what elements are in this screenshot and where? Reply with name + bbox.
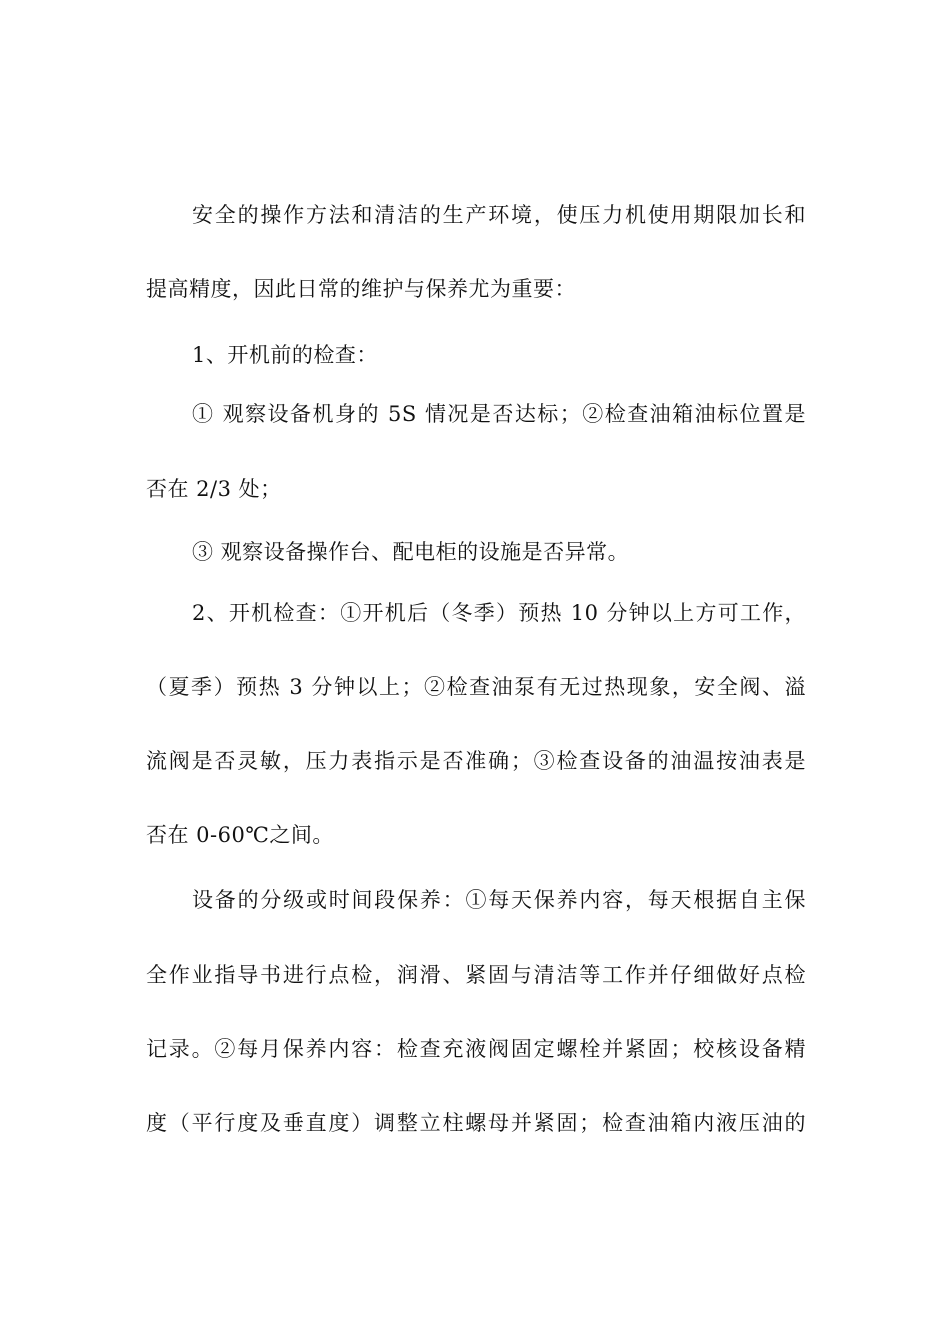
paragraph-line-4: ① 观察设备机身的 5S 情况是否达标；②检查油箱油标位置是: [192, 402, 806, 426]
paragraph-line-9: 流阀是否灵敏，压力表指示是否准确；③检查设备的油温按油表是: [146, 749, 806, 773]
paragraph-line-14: 度（平行度及垂直度）调整立柱螺母并紧固；检查油箱内液压油的: [146, 1111, 806, 1135]
section-heading-2: 2、开机检查：①开机后（冬季）预热 10 分钟以上方可工作，: [192, 601, 806, 625]
paragraph-line-1: 安全的操作方法和清洁的生产环境，使压力机使用期限加长和: [192, 203, 806, 227]
paragraph-line-13: 记录。②每月保养内容：检查充液阀固定螺栓并紧固；校核设备精: [146, 1037, 806, 1061]
section-heading-1: 1、开机前的检查：: [192, 343, 378, 367]
paragraph-line-6: ③ 观察设备操作台、配电柜的设施是否异常。: [192, 540, 630, 564]
paragraph-line-8: （夏季）预热 3 分钟以上；②检查油泵有无过热现象，安全阀、溢: [146, 675, 806, 699]
paragraph-line-12: 全作业指导书进行点检，润滑、紧固与清洁等工作并仔细做好点检: [146, 963, 806, 987]
paragraph-line-10: 否在 0-60℃之间。: [146, 823, 334, 847]
paragraph-line-2: 提高精度，因此日常的维护与保养尤为重要：: [146, 277, 576, 301]
paragraph-line-5: 否在 2/3 处；: [146, 477, 282, 501]
paragraph-line-11: 设备的分级或时间段保养：①每天保养内容，每天根据自主保: [192, 888, 806, 912]
